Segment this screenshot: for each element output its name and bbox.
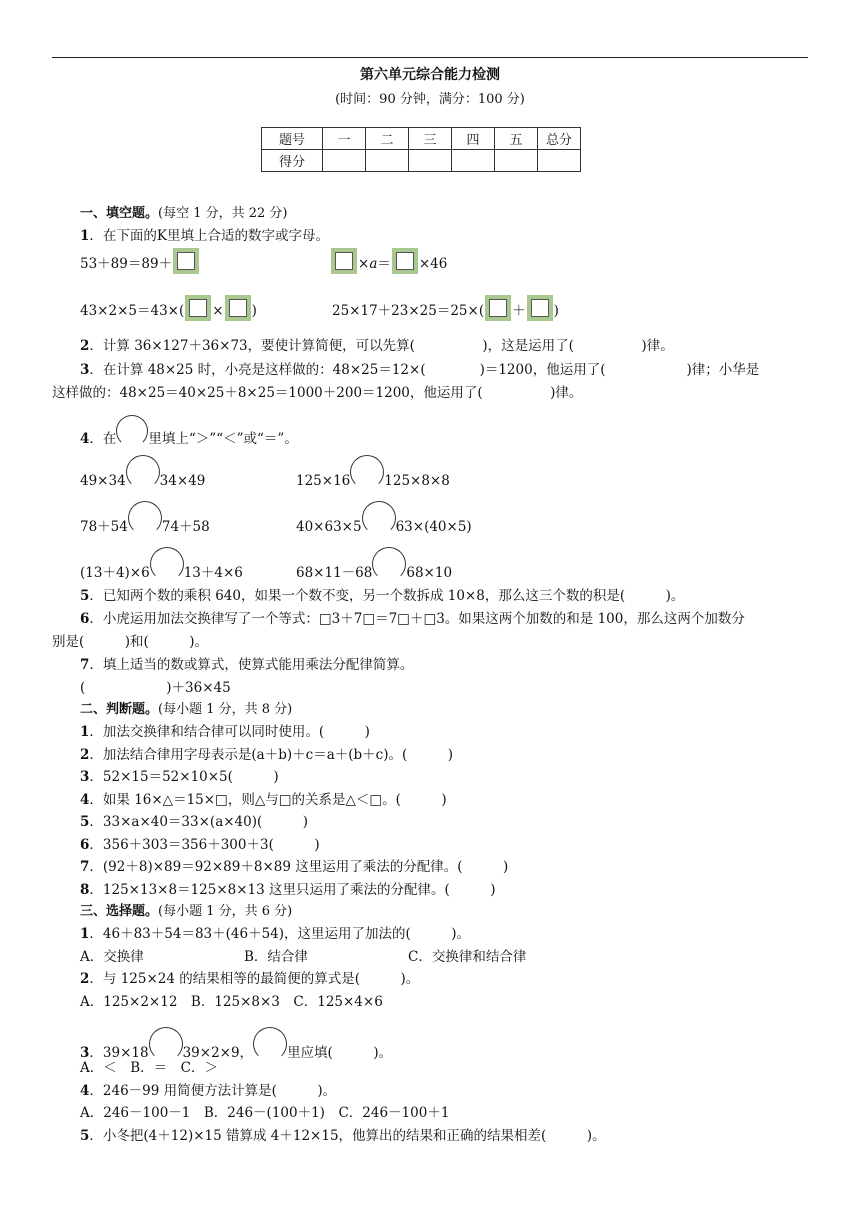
question-number: 3 bbox=[80, 769, 90, 785]
s3-q1-option-a: A．交换律 bbox=[80, 949, 144, 965]
s1-q1-row-d bbox=[332, 295, 559, 321]
question-number: 7 bbox=[80, 859, 90, 875]
answer-circle[interactable] bbox=[350, 455, 384, 489]
expression: 34×49 bbox=[159, 473, 206, 489]
variable: a bbox=[369, 256, 378, 272]
compare-item bbox=[296, 455, 450, 489]
question-text: ．如果 16×△＝15×□，则△与□的关系是△＜□。( ) bbox=[89, 792, 447, 808]
question-number: 6 bbox=[80, 611, 90, 627]
s3-q4-options: A．246－100－1 B．246－(100＋1) C．246－100＋1 bbox=[80, 1105, 450, 1121]
question-number: 2 bbox=[80, 338, 90, 354]
compare-circle bbox=[116, 415, 148, 447]
expression: 68×11－68 bbox=[296, 565, 373, 581]
section-heading-text: 一、填空题。 bbox=[80, 206, 159, 221]
s1-q6 bbox=[80, 607, 745, 627]
expression: 53＋89＝89＋ bbox=[80, 256, 173, 272]
judge-item bbox=[80, 810, 308, 830]
s1-q3 bbox=[80, 358, 759, 378]
score-cell: 五 bbox=[495, 128, 538, 150]
score-blank[interactable] bbox=[452, 150, 495, 172]
question-number: 4 bbox=[80, 431, 90, 447]
expression: (13＋4)×6 bbox=[80, 565, 150, 581]
section-1-heading bbox=[80, 202, 288, 221]
question-text: ．小虎运用加法交换律写了一个等式：□3＋7□＝7□＋□3。如果这两个加数的和是 100，那么这两个加数分 bbox=[89, 611, 745, 627]
score-blank[interactable] bbox=[323, 150, 366, 172]
section-note: (每小题 1 分，共 6 分) bbox=[158, 904, 293, 919]
judge-item bbox=[80, 788, 447, 808]
expression: ) bbox=[553, 303, 559, 319]
question-number: 5 bbox=[80, 588, 90, 604]
answer-circle[interactable] bbox=[128, 501, 162, 535]
answer-box[interactable] bbox=[392, 248, 418, 274]
score-table-score-row bbox=[262, 150, 581, 172]
expression: ×46 bbox=[418, 256, 448, 272]
expression: × bbox=[358, 256, 370, 272]
expression: 74＋58 bbox=[161, 519, 210, 535]
question-text: ．(92＋8)×89＝92×89＋8×89 这里运用了乘法的分配律。( ) bbox=[89, 859, 509, 875]
judge-item bbox=[80, 743, 453, 763]
question-number: 3 bbox=[80, 362, 90, 378]
expression: 125×16 bbox=[296, 473, 351, 489]
question-text: ．填上适当的数或算式，使算式能用乘法分配律简算。 bbox=[89, 657, 414, 673]
judge-item bbox=[80, 855, 508, 875]
answer-box[interactable] bbox=[185, 295, 211, 321]
expression: ＝ bbox=[377, 256, 391, 272]
expression: ) bbox=[251, 303, 257, 319]
score-table bbox=[261, 127, 581, 172]
expression: 40×63×5 bbox=[296, 519, 362, 535]
page-title: 第六单元综合能力检测 bbox=[360, 67, 500, 83]
compare-item bbox=[296, 547, 452, 581]
question-number: 5 bbox=[80, 814, 90, 830]
expression: 78＋54 bbox=[80, 519, 128, 535]
score-blank[interactable] bbox=[538, 150, 581, 172]
answer-box[interactable] bbox=[527, 295, 553, 321]
question-number: 8 bbox=[80, 882, 90, 898]
question-text: ．计算 36×127＋36×73，要使计算简便，可以先算( )，这是运用了( )律。 bbox=[89, 338, 674, 354]
s3-q1-option-c: C．交换律和结合律 bbox=[408, 949, 527, 965]
answer-circle[interactable] bbox=[126, 455, 160, 489]
section-note: (每小题 1 分，共 8 分) bbox=[158, 702, 293, 717]
compare-item bbox=[80, 455, 205, 489]
question-number: 4 bbox=[80, 1083, 90, 1099]
question-text: ．52×15＝52×10×5( ) bbox=[89, 769, 279, 785]
question-number: 6 bbox=[80, 837, 90, 853]
answer-circle[interactable] bbox=[362, 501, 396, 535]
question-text: ．与 125×24 的结果相等的最简便的算式是( )。 bbox=[89, 971, 420, 987]
compare-item bbox=[296, 501, 472, 535]
s3-q1 bbox=[80, 922, 470, 942]
score-cell: 得分 bbox=[262, 150, 323, 172]
question-number: 5 bbox=[80, 1128, 90, 1144]
s1-q2 bbox=[80, 334, 674, 354]
question-number: 7 bbox=[80, 657, 90, 673]
judge-item bbox=[80, 720, 370, 740]
s1-q7-cont: ( )＋36×45 bbox=[80, 680, 231, 696]
question-text: ．125×13×8＝125×8×13 这里只运用了乘法的分配律。( ) bbox=[89, 882, 496, 898]
s1-q1-row-c bbox=[80, 295, 257, 321]
score-cell: 三 bbox=[409, 128, 452, 150]
s3-q3-options: A．＜ B．＝ C．＞ bbox=[80, 1060, 218, 1076]
question-number: 1 bbox=[80, 228, 90, 244]
question-text: 里填上“＞”“＜”或“＝”。 bbox=[148, 431, 298, 447]
question-text: 39×2×9， bbox=[182, 1045, 254, 1061]
s3-q1-option-b: B．结合律 bbox=[244, 949, 308, 965]
question-text: ．在下面的K里填上合适的数字或字母。 bbox=[89, 228, 329, 244]
score-cell: 题号 bbox=[262, 128, 323, 150]
section-heading-text: 二、判断题。 bbox=[80, 702, 159, 717]
expression: 68×10 bbox=[406, 565, 453, 581]
question-number: 1 bbox=[80, 926, 90, 942]
section-note: (每空 1 分，共 22 分) bbox=[158, 206, 288, 221]
s1-q5 bbox=[80, 584, 684, 604]
question-text: ．加法交换律和结合律可以同时使用。( ) bbox=[89, 724, 370, 740]
s1-q3-cont: 这样做的：48×25＝40×25＋8×25＝1000＋200＝1200，他运用了( )律。 bbox=[52, 385, 583, 401]
s1-q1-row-a bbox=[80, 248, 200, 274]
answer-circle[interactable] bbox=[372, 547, 406, 581]
judge-item bbox=[80, 833, 320, 853]
expression: 63×(40×5) bbox=[395, 519, 472, 535]
question-number: 2 bbox=[80, 971, 90, 987]
s3-q5 bbox=[80, 1124, 606, 1144]
question-text: ．已知两个数的乘积 640，如果一个数不变，另一个数拆成 10×8，那么这三个数的积是( )。 bbox=[89, 588, 685, 604]
score-blank[interactable] bbox=[366, 150, 409, 172]
expression: 25×17＋23×25＝25×( bbox=[332, 303, 485, 319]
question-number: 3 bbox=[80, 1045, 90, 1061]
question-text: ．在计算 48×25 时，小亮是这样做的：48×25＝12×( )＝1200，他运用了( )律；小华是 bbox=[89, 362, 760, 378]
answer-box[interactable] bbox=[331, 248, 357, 274]
expression: ＋ bbox=[512, 303, 526, 319]
score-blank[interactable] bbox=[495, 150, 538, 172]
question-text: ．46＋83＋54＝83＋(46＋54)，这里运用了加法的( )。 bbox=[89, 926, 471, 942]
question-text: ．246－99 用简便方法计算是( )。 bbox=[89, 1083, 337, 1099]
question-text: 里应填( )。 bbox=[287, 1045, 393, 1061]
question-text: ．加法结合律用字母表示是(a＋b)＋c＝a＋(b＋c)。( ) bbox=[89, 747, 454, 763]
expression: 49×34 bbox=[80, 473, 126, 489]
score-cell: 二 bbox=[366, 128, 409, 150]
score-cell: 总分 bbox=[538, 128, 581, 150]
compare-item bbox=[80, 501, 210, 535]
question-text: ．小冬把(4＋12)×15 错算成 4＋12×15，他算出的结果和正确的结果相差( )。 bbox=[89, 1128, 606, 1144]
question-number: 1 bbox=[80, 724, 90, 740]
s3-q2-options: A．125×2×12 B．125×8×3 C．125×4×6 bbox=[80, 994, 383, 1010]
question-number: 2 bbox=[80, 747, 90, 763]
expression: 125×8×8 bbox=[384, 473, 450, 489]
top-rule bbox=[52, 57, 808, 58]
score-cell: 一 bbox=[323, 128, 366, 150]
score-cell: 四 bbox=[452, 128, 495, 150]
section-3-heading bbox=[80, 900, 292, 919]
answer-circle[interactable] bbox=[150, 547, 184, 581]
question-text: ．33×a×40＝33×(a×40)( ) bbox=[89, 814, 309, 830]
s1-q6-cont: 别是( )和( )。 bbox=[52, 634, 209, 650]
s1-q7 bbox=[80, 653, 413, 673]
answer-box[interactable] bbox=[173, 248, 199, 274]
compare-circle bbox=[253, 1027, 287, 1061]
expression: 13＋4×6 bbox=[183, 565, 243, 581]
s1-q1 bbox=[80, 224, 329, 244]
judge-item bbox=[80, 878, 496, 898]
question-text: ．39×18 bbox=[89, 1045, 149, 1061]
expression: × bbox=[212, 303, 224, 319]
page-subtitle: (时间：90 分钟，满分：100 分) bbox=[335, 92, 525, 107]
section-heading-text: 三、选择题。 bbox=[80, 904, 159, 919]
score-table-header-row bbox=[262, 128, 581, 150]
s3-q4 bbox=[80, 1079, 336, 1099]
s1-q4 bbox=[80, 415, 298, 447]
score-blank[interactable] bbox=[409, 150, 452, 172]
question-text: ．356＋303＝356＋300＋3( ) bbox=[89, 837, 320, 853]
expression: 43×2×5＝43×( bbox=[80, 303, 185, 319]
answer-box[interactable] bbox=[225, 295, 251, 321]
answer-box[interactable] bbox=[485, 295, 511, 321]
s1-q1-row-b bbox=[330, 248, 447, 274]
judge-item bbox=[80, 765, 279, 785]
section-2-heading bbox=[80, 698, 292, 717]
s3-q2 bbox=[80, 967, 419, 987]
compare-item bbox=[80, 547, 243, 581]
question-number: 4 bbox=[80, 792, 90, 808]
question-text: ．在 bbox=[89, 431, 117, 447]
